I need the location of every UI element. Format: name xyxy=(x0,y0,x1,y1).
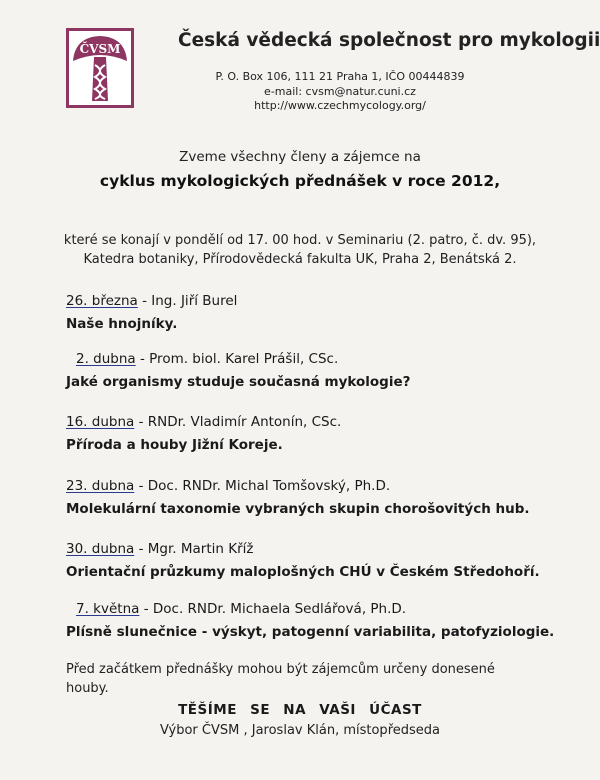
lecture-title: Plísně slunečnice - výskyt, patogenní variabilita, patofyziologie. xyxy=(66,624,555,640)
lecture-date: 7. května xyxy=(76,601,140,617)
venue-line-1: které se konají v pondělí od 17. 00 hod. v Seminariu (2. patro, č. dv. 95), xyxy=(63,233,537,248)
lecture-title: Jaké organismy studuje současná mykologie? xyxy=(66,374,411,390)
invitation-intro: Zveme všechny členy a zájemce na xyxy=(179,149,421,165)
note-line-1: Před začátkem přednášky mohou být zájemcům určeny donesené xyxy=(66,662,495,677)
lecture-title: Orientační průzkumy maloplošných CHÚ v Českém Středohoří. xyxy=(66,564,540,580)
lecture-item xyxy=(66,477,536,519)
lecture-item xyxy=(66,600,555,642)
lecture-title: Molekulární taxonomie vybraných skupin chorošovitých hub. xyxy=(66,501,530,517)
lecture-item xyxy=(66,292,536,334)
cvsm-logo xyxy=(66,28,134,108)
svg-text:ČVSM: ČVSM xyxy=(79,42,121,56)
lecture-speaker: - Doc. RNDr. Michaela Sedlářová, Ph.D. xyxy=(139,601,407,617)
lecture-title: Naše hnojníky. xyxy=(66,316,178,332)
email-address: e-mail: cvsm@natur.cuni.cz xyxy=(264,84,416,98)
lecture-date: 16. dubna xyxy=(66,414,135,430)
closing-greeting: TĚŠÍME SE NA VAŠI ÚČAST xyxy=(178,702,422,718)
lecture-speaker: - Mgr. Martin Kříž xyxy=(134,541,254,557)
website-link[interactable]: http://www.czechmycology.org/ xyxy=(254,99,426,112)
signature-line: Výbor ČVSM , Jaroslav Klán, místopředseda xyxy=(159,723,440,738)
lecture-item xyxy=(66,540,540,582)
lecture-title: Příroda a houby Jižní Koreje. xyxy=(66,437,283,453)
lecture-item xyxy=(66,350,536,392)
lecture-date: 30. dubna xyxy=(66,541,135,557)
lecture-date: 26. března xyxy=(66,293,138,309)
mushroom-identification-note xyxy=(66,660,536,698)
cycle-title: cyklus mykologických přednášek v roce 2012, xyxy=(99,172,501,190)
lecture-item xyxy=(66,413,536,455)
postal-address: P. O. Box 106, 111 21 Praha 1, IČO 00444839 xyxy=(215,70,465,83)
organization-name: Česká vědecká společnost pro mykologii xyxy=(178,30,600,51)
venue-info xyxy=(0,231,600,269)
lecture-speaker: - Doc. RNDr. Michal Tomšovský, Ph.D. xyxy=(134,478,391,494)
note-line-2: houby. xyxy=(66,681,109,696)
lecture-date: 2. dubna xyxy=(76,351,136,367)
lecture-speaker: - RNDr. Vladimír Antonín, CSc. xyxy=(134,414,342,430)
lecture-speaker: - Ing. Jiří Burel xyxy=(137,293,238,309)
venue-line-2: Katedra botaniky, Přírodovědecká fakulta UK, Praha 2, Benátská 2. xyxy=(83,252,517,267)
lecture-speaker: - Prom. biol. Karel Prášil, CSc. xyxy=(135,351,339,367)
lecture-date: 23. dubna xyxy=(66,478,135,494)
contact-block xyxy=(180,70,500,114)
